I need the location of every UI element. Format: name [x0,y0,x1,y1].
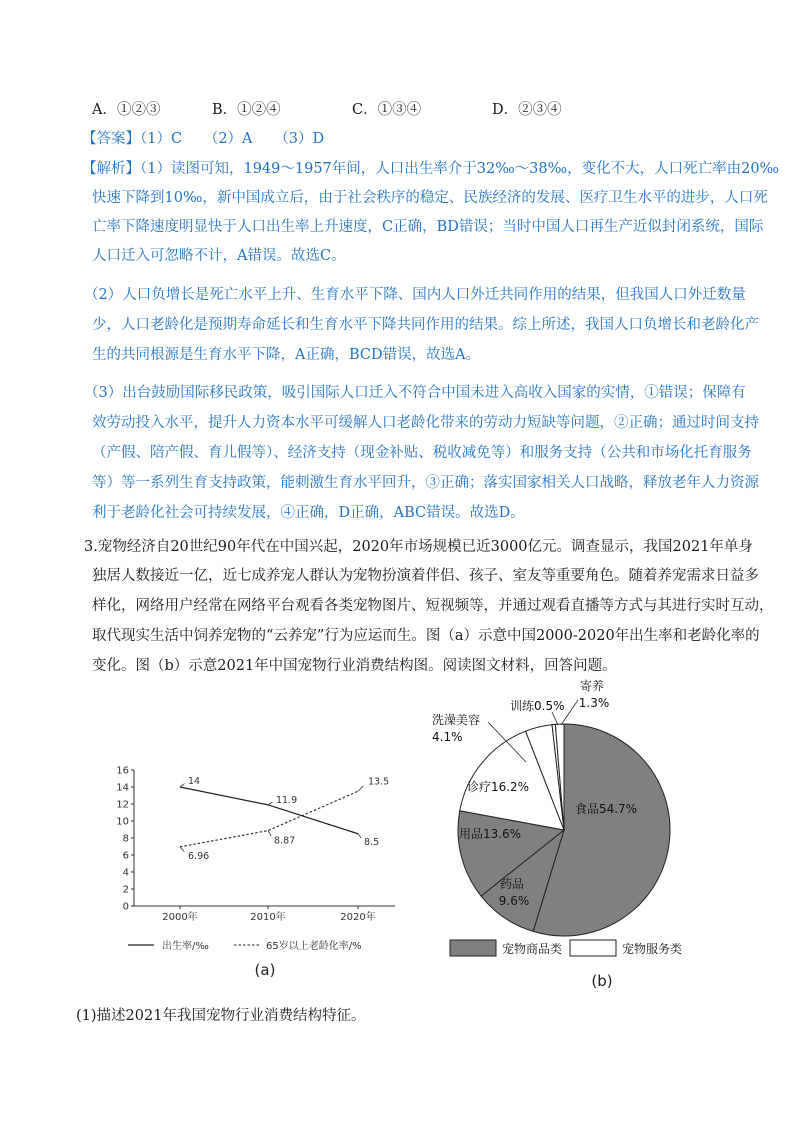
answer-text: （1）C （2）A （3）D [140,131,325,147]
analysis-p3-line4: 等）等一系列生育支持政策，能刺激生育水平回升，③正确；落实国家相关人口战略，释放老年人力资源 [92,475,759,491]
y-tick-label: 14 [116,782,129,794]
analysis-p2-line2: 少，人口老龄化是预期寿命延长和生育水平下降共同作用的结果。综上所述，我国人口负增长和老龄化产 [92,317,759,333]
analysis-p1-line4: 人口迁入可忽略不计，A错误。故选C。 [92,248,346,264]
legend-goods-swatch [450,940,496,956]
pie-label-medical: 诊疗16.2% [466,780,530,794]
sub-question-1: (1)描述2021年我国宠物行业消费结构特征。 [76,1008,366,1024]
option-a: A．①②③ [92,102,161,118]
pie-leader-training [552,712,558,725]
data-label-leader [268,831,271,837]
option-b: B．①②④ [212,102,281,118]
question-line3: 样化，网络用户经常在网络平台观看各类宠物图片、短视频等，并通过观看直播等方式与其进行实时互动， [92,598,774,614]
legend-birth-rate-label: 出生率/‰ [162,941,209,952]
data-label-leader [180,784,184,787]
question-line5: 变化。图（b）示意2021年中国宠物行业消费结构图。阅读图文材料，回答问题。 [92,658,617,674]
data-label-leader [268,802,272,805]
y-tick-label: 2 [122,884,129,896]
data-label: 13.5 [368,776,390,788]
answer-line [82,127,324,148]
chart-b-pet-consumption-pie [430,670,710,1000]
analysis-p2-line3: 生的共同根源是生育水平下降，A正确，BCD错误，故选A。 [92,347,481,363]
x-tick-label: 2020年 [340,912,376,923]
pie-label-boarding-value: 1.3% [578,696,610,710]
data-label-leader [358,786,364,792]
analysis-p3-line3: （产假、陪产假、育儿假等）、经济支持（现金补贴、税收减免等）和服务支持（公共和市场化托育服务 [92,445,752,461]
data-label: 8.87 [274,835,296,847]
y-tick-label: 12 [116,799,129,811]
data-label: 8.5 [364,836,380,848]
chart-b-caption: (b) [591,972,613,990]
analysis-p3-line5: 利于老龄化社会可持续发展，④正确，D正确，ABC错误。故选D。 [92,505,525,521]
option-d: D．②③④ [492,102,562,118]
pie-label-food: 食品54.7% [574,802,638,816]
option-c: C．①③④ [352,102,422,118]
data-label-leader [358,834,361,838]
analysis-tag: 【解析】 [82,161,140,177]
chart-a-caption: (a) [254,961,276,979]
data-label: 6.96 [188,850,210,862]
series-birth-rate-line [180,787,358,834]
pie-label-medicine-value: 9.6% [498,894,530,908]
analysis-p2-line1: （2）人口负增长是死亡水平上升、生育水平下降、国内人口外迁共同作用的结果，但我国人口外迁数量 [84,287,746,303]
y-tick-label: 16 [116,765,129,777]
analysis-p3-line2: 效劳动投入水平，提升人力资本水平可缓解人口老龄化带来的劳动力短缺等问题，②正确；通过时间支持 [92,415,759,431]
analysis-p1-line2: 快速下降到10‰，新中国成立后，由于社会秩序的稳定、民族经济的发展、医疗卫生水平的进步，人口死 [92,190,768,206]
legend-goods-label: 宠物商品类 [502,942,563,956]
data-label: 11.9 [276,794,298,806]
pie-label-boarding-name: 寄养 [579,679,605,693]
legend-services-label: 宠物服务类 [622,942,683,956]
y-tick-label: 6 [122,850,129,862]
x-tick-label: 2010年 [250,912,286,923]
analysis-p1-line3: 亡率下降速度明显快于人口出生率上升速度，C正确，BD错误；当时中国人口再生产近似封闭系统，国际 [92,219,764,235]
y-tick-label: 4 [122,867,129,879]
x-tick-label: 2000年 [162,912,198,923]
legend-aging-rate-label: 65岁以上老龄化率/% [266,941,362,952]
pie-label-grooming-name: 洗澡美容 [432,713,481,727]
analysis-p3-line1: （3）出台鼓励国际移民政策，吸引国际人口迁入不符合中国未进入高收入国家的实情，①错误；保障有 [84,385,746,401]
data-label-leader [180,847,184,852]
analysis-line [82,157,779,178]
data-label: 14 [188,776,201,787]
chart-a-birth-aging [110,760,410,985]
series-aging-rate-line [180,791,358,847]
answer-options [92,98,692,118]
pie-label-medicine-name: 药品 [499,877,525,891]
pie-label-training: 训练0.5% [510,699,565,713]
y-tick-label: 0 [122,901,129,913]
legend-services-swatch [570,940,616,956]
analysis-p1-line1: （1）读图可知，1949～1957年间，人口出生率介于32‰～38‰，变化不大，人口死亡率由20‰ [140,161,779,177]
pie-label-grooming-value: 4.1% [432,730,463,744]
answer-tag: 【答案】 [82,131,140,147]
y-tick-label: 10 [116,816,129,828]
question-line2: 独居人数接近一亿，近七成养宠人群认为宠物扮演着伴侣、孩子、室友等重要角色。随着养宠需求日益多 [92,568,759,584]
y-tick-label: 8 [122,833,129,845]
pie-label-supplies: 用品13.6% [458,827,522,841]
question-line4: 取代现实生活中饲养宠物的“云养宠”行为应运而生。图（a）示意中国2000-2020年出生率和老龄化率的 [92,628,760,644]
question-line1: 3.宠物经济自20世纪90年代在中国兴起，2020年市场规模已近3000亿元。调查显示，我国2021年单身 [84,539,753,555]
